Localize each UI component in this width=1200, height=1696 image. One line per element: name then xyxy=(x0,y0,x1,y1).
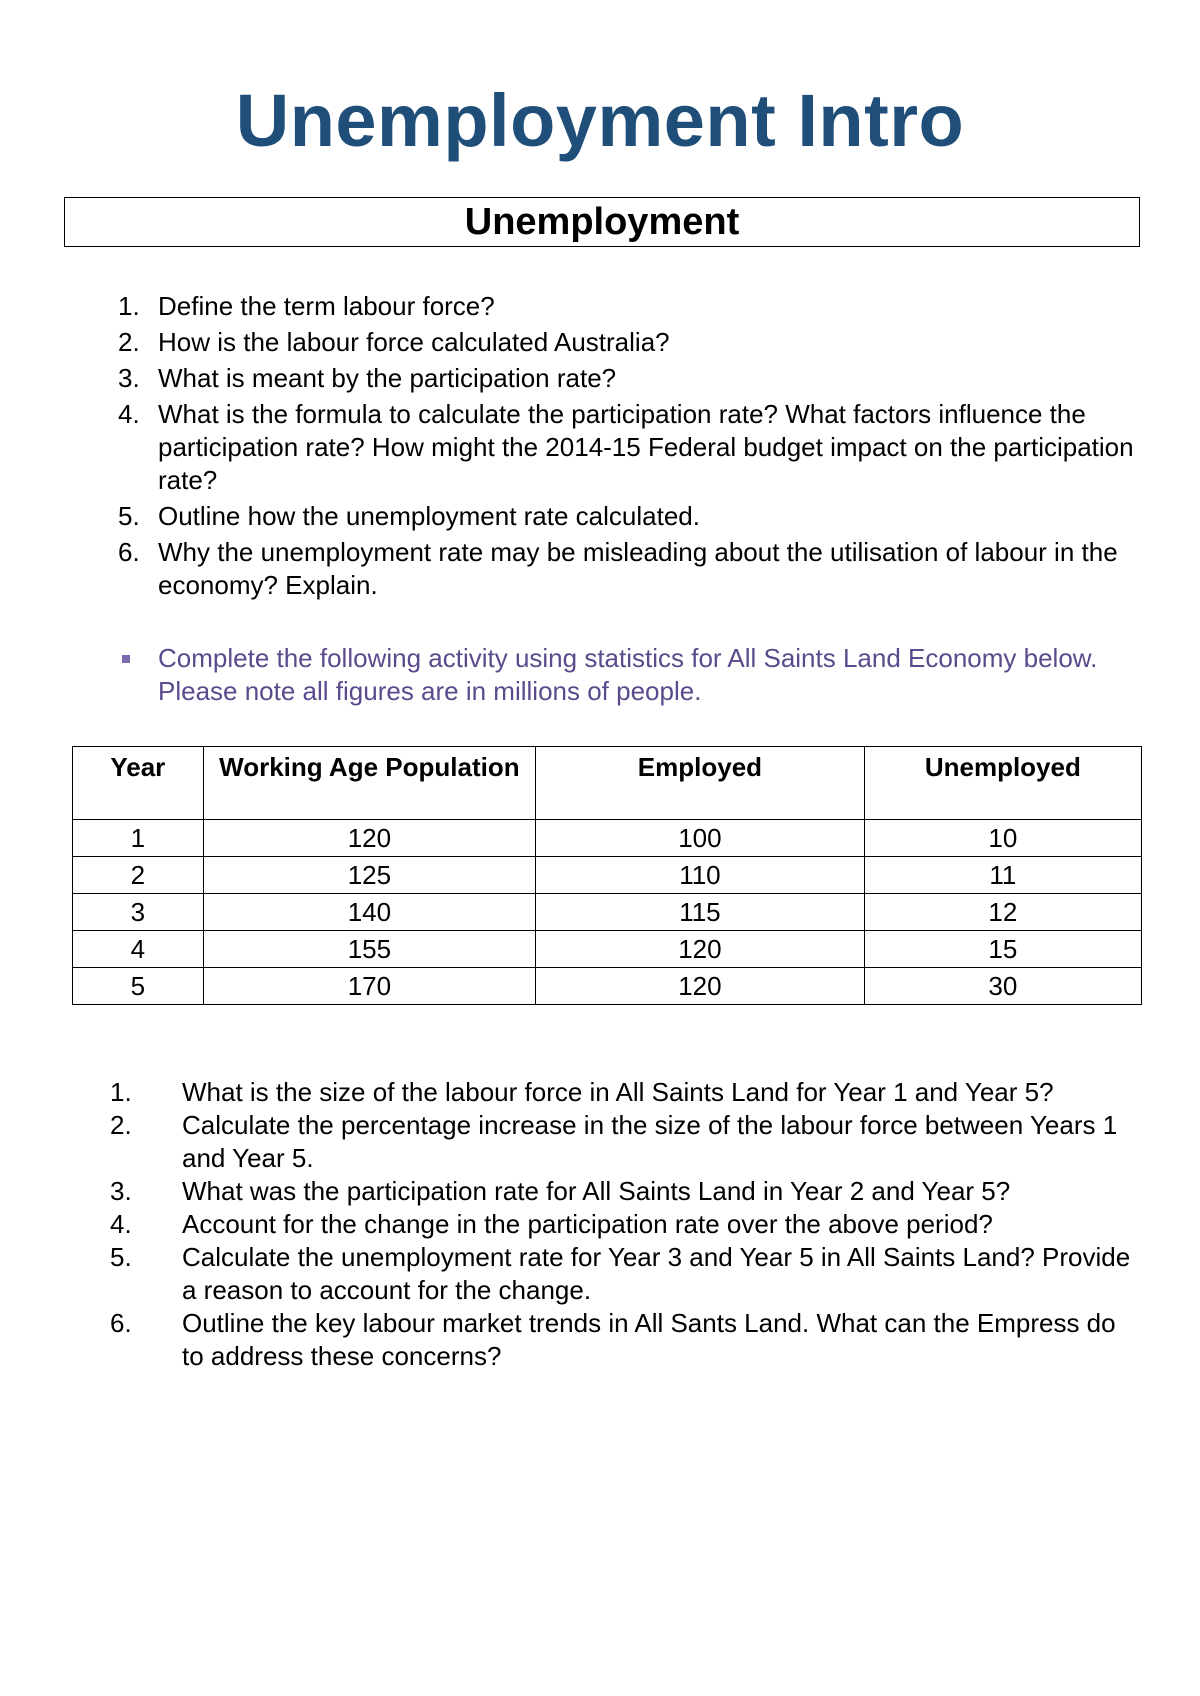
item-text: Outline how the unemployment rate calculated. xyxy=(158,501,700,531)
item-number: 5. xyxy=(110,1242,132,1272)
item-number: 1. xyxy=(110,1077,132,1107)
activity-question-list xyxy=(110,1076,1140,1373)
table-cell: 10 xyxy=(864,820,1141,857)
item-number: 6. xyxy=(110,1308,132,1338)
table-row xyxy=(73,857,1142,894)
table-cell: 120 xyxy=(536,968,865,1005)
table-row xyxy=(73,820,1142,857)
table-cell: 125 xyxy=(203,857,536,894)
item-text: Calculate the percentage increase in the size of the labour force between Years 1 and Year 5. xyxy=(182,1110,1118,1173)
table-cell: 3 xyxy=(73,894,204,931)
table-cell: 15 xyxy=(864,931,1141,968)
list-item xyxy=(110,1307,1140,1373)
item-number: 2. xyxy=(118,327,140,357)
instruction-text: Complete the following activity using statistics for All Saints Land Economy below. Please note all figures are in millions of people. xyxy=(158,643,1098,706)
question-list xyxy=(118,290,1138,605)
list-item xyxy=(118,326,1138,359)
column-header: Working Age Population xyxy=(203,747,536,820)
list-item xyxy=(118,398,1138,497)
list-item xyxy=(110,1076,1140,1109)
table-cell: 11 xyxy=(864,857,1141,894)
table-cell: 120 xyxy=(536,931,865,968)
activity-instruction xyxy=(118,642,1128,708)
column-header: Unemployed xyxy=(864,747,1141,820)
table-cell: 100 xyxy=(536,820,865,857)
table-cell: 155 xyxy=(203,931,536,968)
item-number: 4. xyxy=(110,1209,132,1239)
table-cell: 120 xyxy=(203,820,536,857)
item-number: 2. xyxy=(110,1110,132,1140)
table-cell: 140 xyxy=(203,894,536,931)
item-text: What is the size of the labour force in All Saints Land for Year 1 and Year 5? xyxy=(182,1077,1054,1107)
table-row xyxy=(73,968,1142,1005)
item-number: 3. xyxy=(118,363,140,393)
item-number: 5. xyxy=(118,501,140,531)
table-cell: 5 xyxy=(73,968,204,1005)
item-text: What is the formula to calculate the participation rate? What factors influence the participation rate? How might the 2014-15 Federal budget impact on the participation rate? xyxy=(158,399,1134,495)
list-item xyxy=(110,1175,1140,1208)
item-text: Why the unemployment rate may be misleading about the utilisation of labour in the economy? Explain. xyxy=(158,537,1118,600)
table-cell: 4 xyxy=(73,931,204,968)
table-header-row xyxy=(73,747,1142,820)
list-item xyxy=(118,362,1138,395)
item-text: Outline the key labour market trends in All Sants Land. What can the Empress do to address these concerns? xyxy=(182,1308,1116,1371)
table-cell: 115 xyxy=(536,894,865,931)
item-text: Account for the change in the participation rate over the above period? xyxy=(182,1209,993,1239)
item-text: Define the term labour force? xyxy=(158,291,495,321)
list-item xyxy=(118,500,1138,533)
table-cell: 12 xyxy=(864,894,1141,931)
table-cell: 1 xyxy=(73,820,204,857)
page-title: Unemployment Intro xyxy=(235,79,965,162)
table-row xyxy=(73,931,1142,968)
item-number: 4. xyxy=(118,399,140,429)
table-cell: 170 xyxy=(203,968,536,1005)
statistics-table xyxy=(72,746,1142,1005)
item-number: 6. xyxy=(118,537,140,567)
column-header: Employed xyxy=(536,747,865,820)
square-bullet-icon xyxy=(122,655,130,663)
list-item xyxy=(118,290,1138,323)
item-text: Calculate the unemployment rate for Year 3 and Year 5 in All Saints Land? Provide a reason to account for the change. xyxy=(182,1242,1131,1305)
list-item xyxy=(110,1241,1140,1307)
item-number: 1. xyxy=(118,291,140,321)
section-heading: Unemployment xyxy=(64,197,1140,247)
item-text: What is meant by the participation rate? xyxy=(158,363,617,393)
item-text: What was the participation rate for All Saints Land in Year 2 and Year 5? xyxy=(182,1176,1011,1206)
table-cell: 110 xyxy=(536,857,865,894)
item-number: 3. xyxy=(110,1176,132,1206)
column-header: Year xyxy=(73,747,204,820)
list-item xyxy=(118,536,1138,602)
table-cell: 30 xyxy=(864,968,1141,1005)
table-row xyxy=(73,894,1142,931)
item-text: How is the labour force calculated Australia? xyxy=(158,327,670,357)
table-cell: 2 xyxy=(73,857,204,894)
list-item xyxy=(110,1109,1140,1175)
list-item xyxy=(110,1208,1140,1241)
